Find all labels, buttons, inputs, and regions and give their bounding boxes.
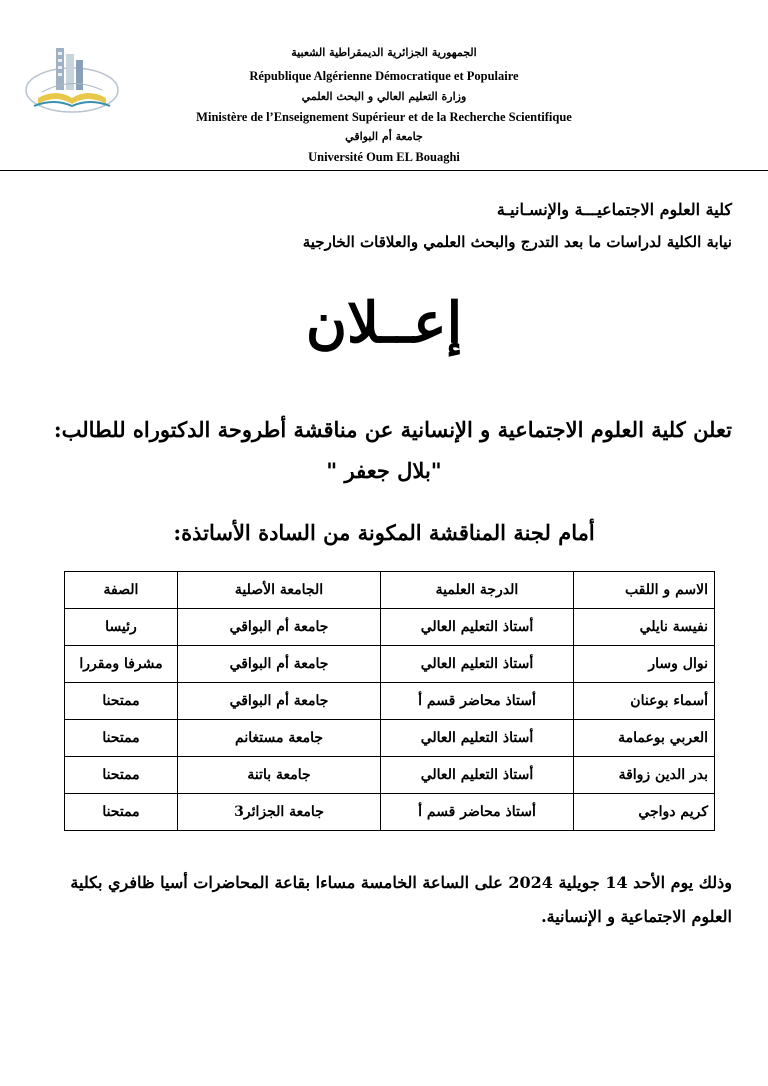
announcement-line: تعلن كلية العلوم الاجتماعية و الإنسانية عن مناقشة أطروحة الدكتوراه للطالب: xyxy=(53,417,732,442)
member-name: كريم دواجي xyxy=(574,794,715,831)
member-university: جامعة الجزائر3 xyxy=(178,794,381,831)
table-header-row xyxy=(65,572,715,609)
ministry-french: Ministère de l’Enseignement Supérieur et de la Recherche Scientifique xyxy=(196,110,572,124)
member-university: جامعة باتنة xyxy=(178,757,381,794)
announcement-title: إعــلان xyxy=(305,290,463,356)
member-rank: أستاذ التعليم العالي xyxy=(381,609,574,646)
member-name: نفيسة نايلي xyxy=(574,609,715,646)
member-role: ممتحنا xyxy=(65,683,178,720)
table-row xyxy=(65,683,715,720)
committee-intro: أمام لجنة المناقشة المكونة من السادة الأساتذة: xyxy=(173,520,595,545)
university-logo xyxy=(22,40,122,122)
footer-line-1: وذلك يوم الأحد 14 جويلية 2024 على الساعة الخامسة مساءا بقاعة المحاضرات أسيا ظافري بكلية xyxy=(70,873,732,892)
member-rank: أستاذ التعليم العالي xyxy=(381,646,574,683)
table-row xyxy=(65,757,715,794)
header-university: الجامعة الأصلية xyxy=(178,572,381,609)
university-french: Université Oum EL Bouaghi xyxy=(308,150,460,164)
member-university: جامعة مستغانم xyxy=(178,720,381,757)
header-role: الصفة xyxy=(65,572,178,609)
member-rank: أستاذ التعليم العالي xyxy=(381,757,574,794)
table-row xyxy=(65,794,715,831)
member-university: جامعة أم البواقي xyxy=(178,646,381,683)
faculty-deanship: نيابة الكلية لدراسات ما بعد التدرج والبحث العلمي والعلاقات الخارجية xyxy=(302,233,732,251)
member-university: جامعة أم البواقي xyxy=(178,609,381,646)
header-rank: الدرجة العلمية xyxy=(381,572,574,609)
member-role: ممتحنا xyxy=(65,720,178,757)
member-role: مشرفا ومقررا xyxy=(65,646,178,683)
header-name: الاسم و اللقب xyxy=(574,572,715,609)
header-divider xyxy=(0,170,768,171)
republic-arabic: الجمهورية الجزائرية الديمقراطية الشعبية xyxy=(291,46,477,59)
member-role: ممتحنا xyxy=(65,794,178,831)
footer-line-2: العلوم الاجتماعية و الإنسانية. xyxy=(541,907,732,926)
member-rank: أستاذ التعليم العالي xyxy=(381,720,574,757)
member-university: جامعة أم البواقي xyxy=(178,683,381,720)
table-row xyxy=(65,720,715,757)
table-row xyxy=(65,609,715,646)
member-rank: أستاذ محاضر قسم أ xyxy=(381,794,574,831)
ministry-arabic: وزارة التعليم العالي و البحث العلمي xyxy=(301,90,467,103)
member-role: رئيسا xyxy=(65,609,178,646)
member-name: العربي بوعمامة xyxy=(574,720,715,757)
member-role: ممتحنا xyxy=(65,757,178,794)
member-name: أسماء بوعنان xyxy=(574,683,715,720)
table-row xyxy=(65,646,715,683)
member-name: نوال وسار xyxy=(574,646,715,683)
member-name: بدر الدين زواقة xyxy=(574,757,715,794)
university-arabic: جامعة أم البواقي xyxy=(345,130,423,143)
faculty-name: كلية العلوم الاجتماعيـــة والإنسـانيـة xyxy=(496,200,732,219)
committee-table xyxy=(64,571,715,831)
republic-french: République Algérienne Démocratique et Populaire xyxy=(249,69,519,83)
student-name: "بلال جعفر " xyxy=(326,458,442,483)
member-rank: أستاذ محاضر قسم أ xyxy=(381,683,574,720)
